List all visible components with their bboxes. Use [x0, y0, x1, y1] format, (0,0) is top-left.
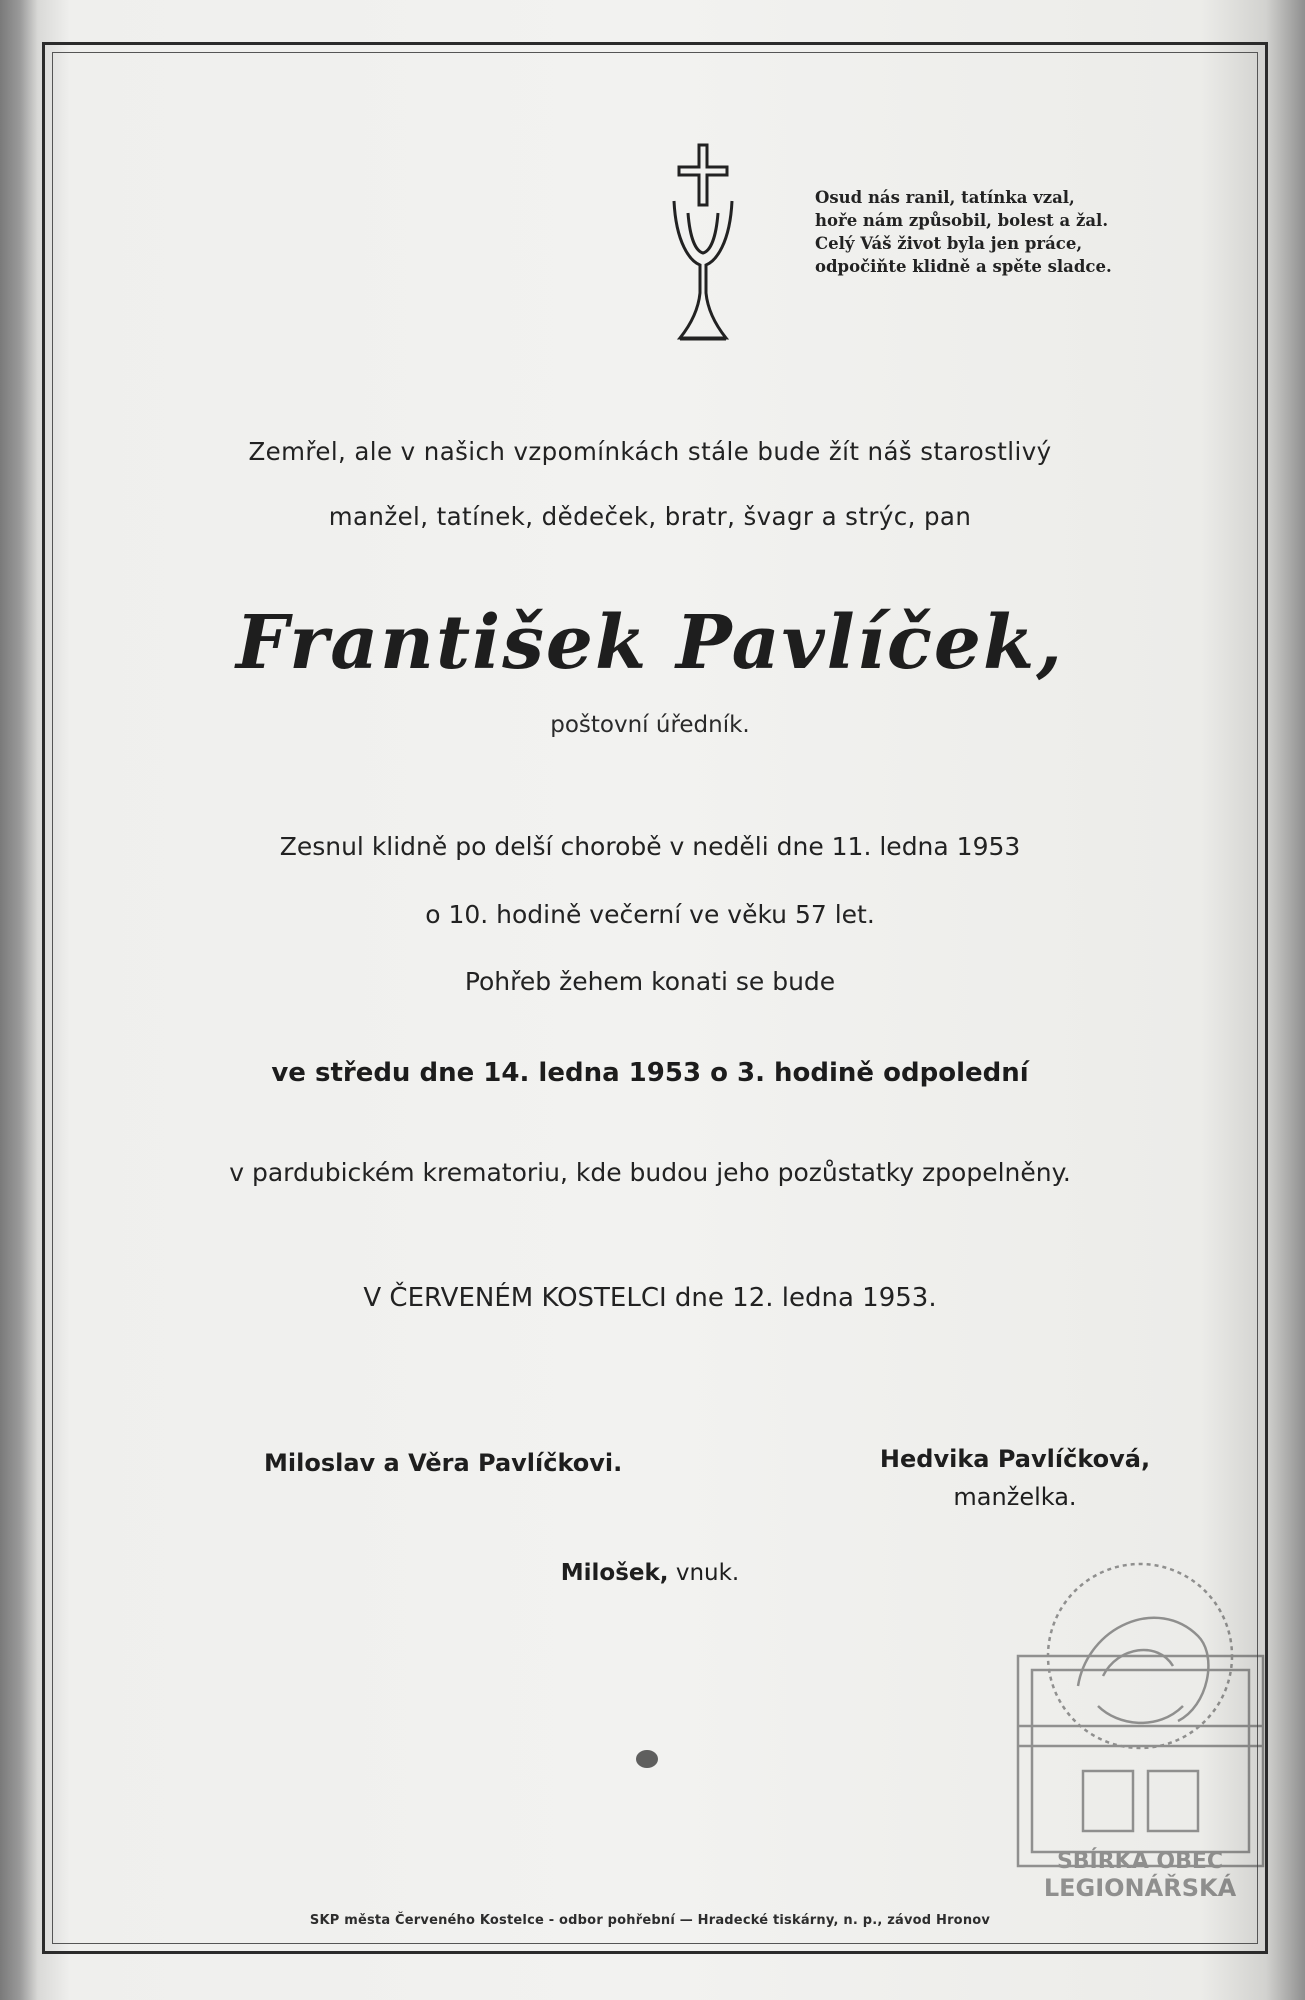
- place-date: V ČERVENÉM KOSTELCI dne 12. ledna 1953.: [363, 1283, 937, 1313]
- funeral-date: ve středu dne 14. ledna 1953 o 3. hodině odpolední: [271, 1058, 1029, 1088]
- collection-stamp: [1008, 1556, 1273, 1911]
- widow-relation: manželka.: [953, 1483, 1077, 1511]
- stamp-text-2: LEGIONÁŘSKÁ: [1043, 1874, 1237, 1902]
- mourner-widow: [850, 1445, 1180, 1511]
- grandson-relation: vnuk.: [668, 1560, 740, 1586]
- intro-line-1: Zemřel, ale v našich vzpomínkách stále bude žít náš starostlivý: [248, 437, 1052, 466]
- poem-line: hoře nám způsobil, bolest a žal.: [815, 211, 1109, 230]
- poem-line: odpočiňte klidně a spěte sladce.: [815, 257, 1112, 276]
- death-line-3: Pohřeb žehem konati se bude: [464, 967, 836, 996]
- funeral-place: v pardubickém krematoriu, kde budou jeho pozůstatky zpopelněny.: [229, 1158, 1071, 1187]
- mourner-children: Miloslav a Věra Pavlíčkovi.: [264, 1449, 623, 1477]
- ink-smudge: [636, 1750, 658, 1768]
- epitaph-poem: [815, 186, 1145, 278]
- printer-credit: SKP města Červeného Kostelce - odbor pohřební — Hradecké tiskárny, n. p., závod Hronov: [309, 1913, 991, 1928]
- deceased-occupation: poštovní úředník.: [550, 712, 750, 738]
- deceased-name: František Pavlíček,: [235, 600, 1065, 686]
- poem-line: Osud nás ranil, tatínka vzal,: [815, 188, 1075, 207]
- intro-line-2: manžel, tatínek, dědeček, bratr, švagr a strýc, pan: [328, 502, 972, 531]
- cross-chalice-icon: [668, 143, 738, 345]
- mourner-grandson: [150, 1560, 1150, 1586]
- death-line-2: o 10. hodině večerní ve věku 57 let.: [425, 900, 875, 929]
- grandson-name: Milošek,: [560, 1560, 669, 1586]
- stamp-text-1: SBÍRKA OBEC: [1056, 1849, 1224, 1874]
- death-line-1: Zesnul klidně po delší chorobě v neděli dne 11. ledna 1953: [279, 832, 1021, 861]
- widow-name: Hedvika Pavlíčková,: [879, 1445, 1151, 1473]
- poem-line: Celý Váš život byla jen práce,: [815, 234, 1083, 253]
